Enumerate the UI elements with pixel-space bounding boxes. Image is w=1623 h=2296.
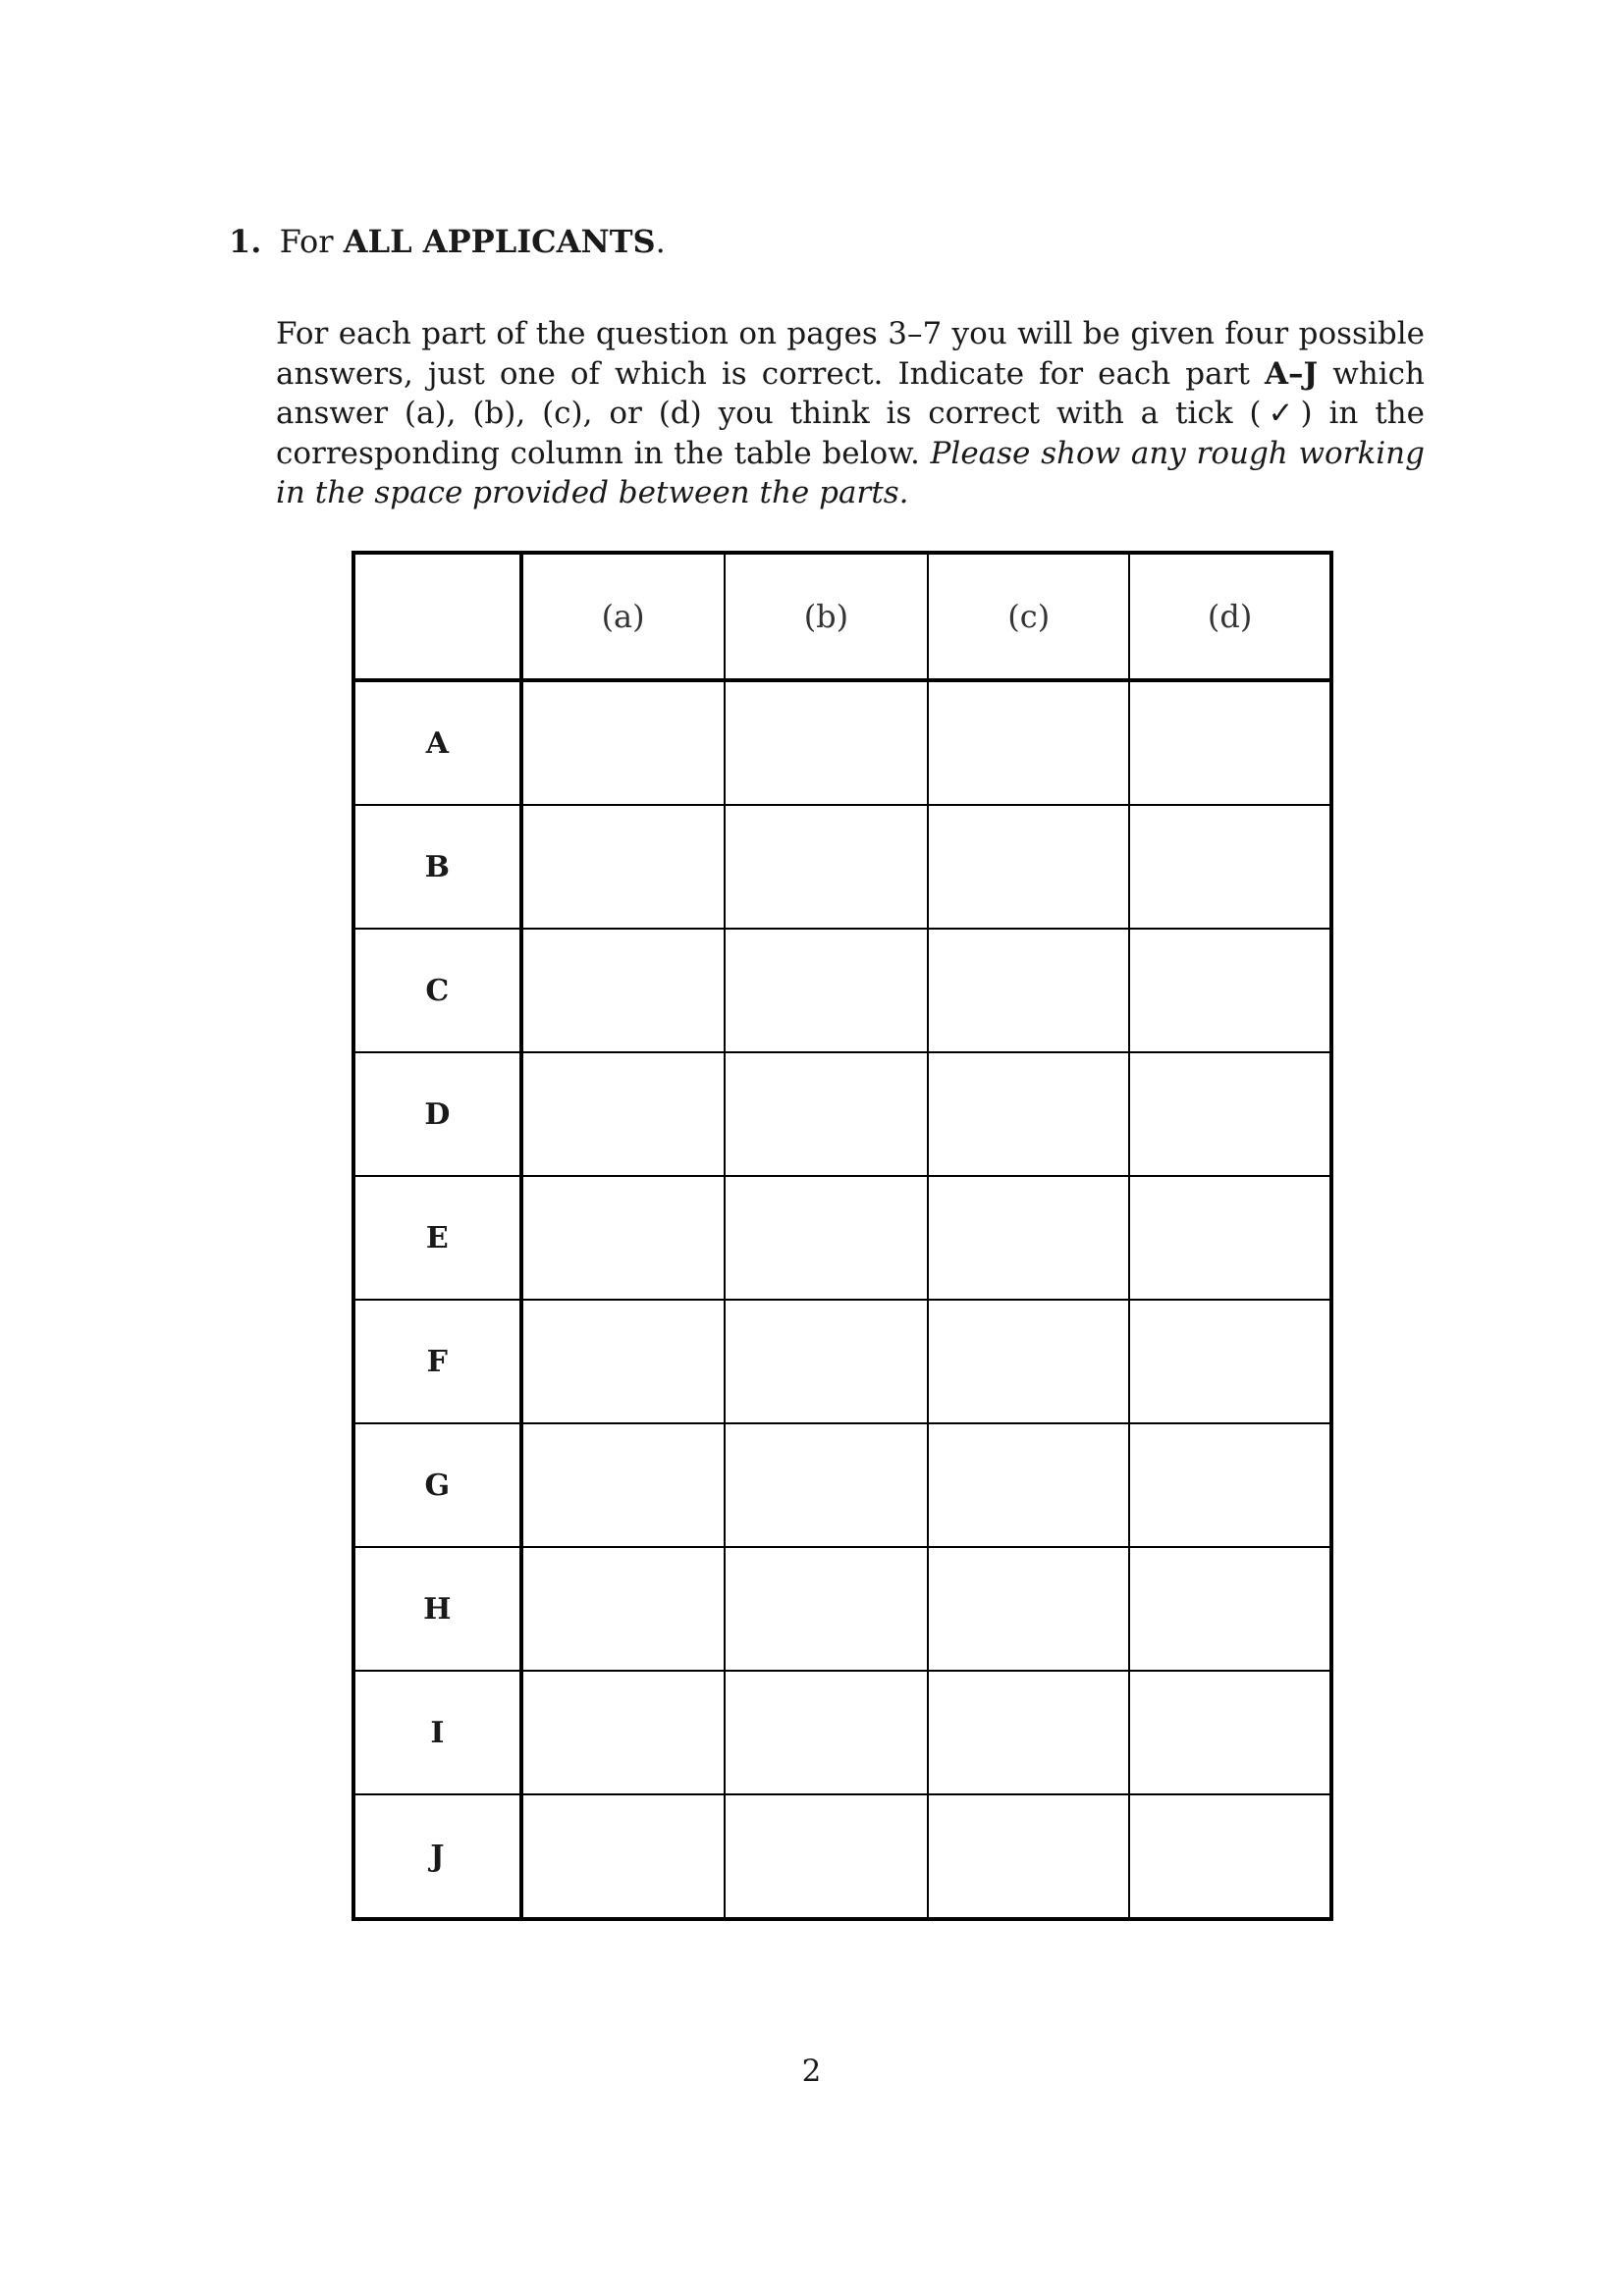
table-row: [353, 805, 1331, 929]
answer-cell-b[interactable]: [725, 1176, 929, 1300]
answer-cell-d[interactable]: [1129, 1547, 1331, 1671]
row-label: J: [353, 1794, 521, 1919]
table-row: [353, 680, 1331, 805]
row-label: B: [353, 805, 521, 929]
answer-cell-d[interactable]: [1129, 1794, 1331, 1919]
answer-cell-a[interactable]: [521, 1794, 725, 1919]
answer-cell-d[interactable]: [1129, 1423, 1331, 1547]
heading-audience: ALL APPLICANTS: [343, 223, 656, 260]
table-row: [353, 1423, 1331, 1547]
answer-cell-c[interactable]: [928, 1671, 1129, 1794]
table-row: [353, 1794, 1331, 1919]
answer-cell-b[interactable]: [725, 929, 929, 1052]
answer-cell-a[interactable]: [521, 805, 725, 929]
answer-cell-a[interactable]: [521, 1300, 725, 1423]
row-label: C: [353, 929, 521, 1052]
answer-cell-d[interactable]: [1129, 805, 1331, 929]
answer-cell-c[interactable]: [928, 680, 1129, 805]
table-row: [353, 1052, 1331, 1176]
instructions-paragraph: [276, 314, 1425, 513]
table-row: [353, 1300, 1331, 1423]
answer-cell-a[interactable]: [521, 1052, 725, 1176]
instructions-working-note: Please show any rough working in the space provided between the parts.: [276, 435, 1425, 510]
answer-cell-b[interactable]: [725, 1423, 929, 1547]
answer-cell-a[interactable]: [521, 929, 725, 1052]
table-row: [353, 1671, 1331, 1794]
table-header-row: [353, 553, 1331, 680]
table-row: [353, 929, 1331, 1052]
answer-cell-c[interactable]: [928, 1794, 1129, 1919]
answer-cell-c[interactable]: [928, 1176, 1129, 1300]
table-row: [353, 1547, 1331, 1671]
answer-cell-c[interactable]: [928, 1300, 1129, 1423]
column-header-d: (d): [1129, 553, 1331, 680]
column-header-b: (b): [725, 553, 929, 680]
answer-cell-a[interactable]: [521, 1547, 725, 1671]
column-header-c: (c): [928, 553, 1129, 680]
table-corner-cell: [353, 553, 521, 680]
answer-cell-c[interactable]: [928, 1423, 1129, 1547]
answer-cell-b[interactable]: [725, 1794, 929, 1919]
answer-cell-a[interactable]: [521, 680, 725, 805]
row-label: E: [353, 1176, 521, 1300]
row-label: A: [353, 680, 521, 805]
answer-cell-d[interactable]: [1129, 680, 1331, 805]
answer-cell-b[interactable]: [725, 1300, 929, 1423]
row-label: D: [353, 1052, 521, 1176]
column-header-a: (a): [521, 553, 725, 680]
question-heading: [229, 220, 666, 263]
instructions-text-2: which answer (a), (b), (c), or (d) you think is correct with a tick (✓) in the corresponding column in the table below.: [276, 355, 1425, 471]
answer-cell-b[interactable]: [725, 805, 929, 929]
answer-cell-d[interactable]: [1129, 1300, 1331, 1423]
answer-cell-a[interactable]: [521, 1671, 725, 1794]
answer-cell-c[interactable]: [928, 805, 1129, 929]
answer-cell-c[interactable]: [928, 1547, 1129, 1671]
row-label: G: [353, 1423, 521, 1547]
row-label: I: [353, 1671, 521, 1794]
instructions-text-1: For each part of the question on pages 3–7 you will be given four possible answers, just one of which is correct. Indicate for each part: [276, 316, 1425, 392]
answer-cell-a[interactable]: [521, 1176, 725, 1300]
answer-cell-c[interactable]: [928, 929, 1129, 1052]
heading-suffix: .: [655, 223, 666, 260]
row-label: F: [353, 1300, 521, 1423]
question-number: 1.: [229, 223, 262, 260]
answer-cell-d[interactable]: [1129, 1671, 1331, 1794]
answer-cell-a[interactable]: [521, 1423, 725, 1547]
page-number: 2: [801, 2054, 822, 2089]
heading-prefix: For: [279, 223, 334, 260]
instructions-part-range: A–J: [1264, 355, 1319, 392]
table-row: [353, 1176, 1331, 1300]
answer-cell-d[interactable]: [1129, 1052, 1331, 1176]
answer-cell-d[interactable]: [1129, 929, 1331, 1052]
row-label: H: [353, 1547, 521, 1671]
answer-cell-c[interactable]: [928, 1052, 1129, 1176]
answer-cell-d[interactable]: [1129, 1176, 1331, 1300]
answer-cell-b[interactable]: [725, 680, 929, 805]
answer-cell-b[interactable]: [725, 1547, 929, 1671]
answer-cell-b[interactable]: [725, 1052, 929, 1176]
answer-table: [352, 551, 1333, 1921]
answer-cell-b[interactable]: [725, 1671, 929, 1794]
